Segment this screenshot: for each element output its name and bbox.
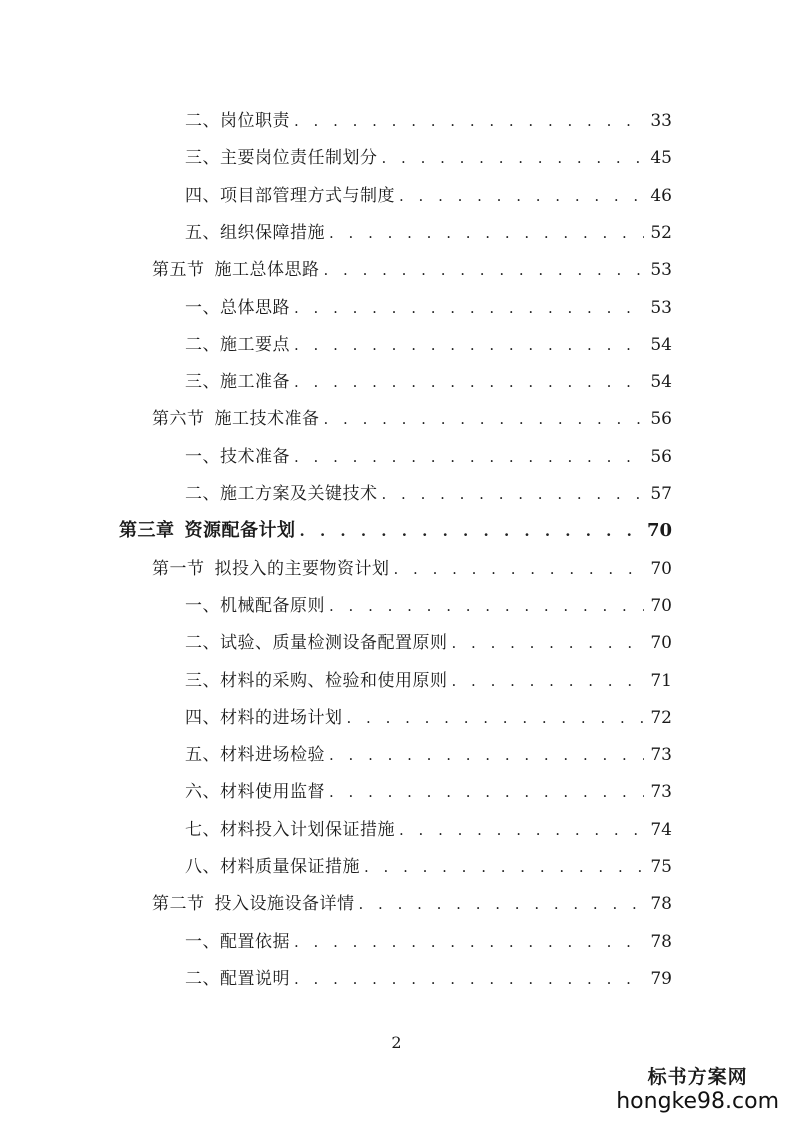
toc-entry-page: 73 bbox=[650, 745, 672, 766]
toc-entry-text: 主要岗位责任制划分 bbox=[220, 148, 378, 169]
toc-leader-dots bbox=[382, 483, 645, 505]
toc-entry-page: 73 bbox=[650, 782, 672, 803]
toc-entry-prefix: 三、 bbox=[185, 372, 220, 393]
toc-leader-dots bbox=[399, 185, 644, 207]
toc-entry bbox=[185, 964, 672, 990]
toc-entry-prefix: 第三章 bbox=[119, 520, 175, 542]
toc-entry-prefix: 四、 bbox=[185, 185, 220, 206]
toc-entry-text: 岗位职责 bbox=[220, 111, 290, 131]
toc-entry-title bbox=[185, 707, 343, 729]
toc-entry-title bbox=[185, 595, 325, 617]
toc-entry-prefix: 六、 bbox=[185, 782, 220, 803]
toc-entry-text: 投入设施设备详情 bbox=[214, 894, 355, 915]
toc-entry bbox=[185, 591, 672, 617]
toc-entry-page: 71 bbox=[650, 670, 672, 691]
toc-entry-title bbox=[152, 259, 320, 281]
toc-entry bbox=[185, 666, 672, 692]
toc-entry-title bbox=[185, 147, 378, 169]
toc-entry bbox=[185, 852, 672, 878]
toc-entry-title bbox=[152, 893, 355, 915]
toc-leader-dots bbox=[294, 931, 644, 953]
toc-leader-dots bbox=[452, 632, 645, 654]
toc-entry-prefix: 七、 bbox=[185, 819, 220, 840]
toc-entry-text: 材料投入计划保证措施 bbox=[220, 819, 395, 840]
toc-leader-dots bbox=[364, 856, 644, 878]
toc-entry-title bbox=[185, 297, 290, 319]
toc-leader-dots bbox=[329, 781, 644, 803]
toc-entry-title bbox=[185, 110, 290, 132]
toc-entry bbox=[185, 143, 672, 169]
toc-entry-prefix: 二、 bbox=[185, 633, 220, 654]
toc-entry-title bbox=[185, 819, 395, 841]
toc-leader-dots bbox=[294, 297, 644, 319]
toc-entry-page: 74 bbox=[650, 819, 672, 840]
toc-entry-title bbox=[152, 408, 320, 430]
toc-entry bbox=[185, 740, 672, 766]
toc-entry-title bbox=[185, 931, 290, 953]
toc-entry-text: 施工技术准备 bbox=[214, 409, 320, 430]
toc-entry-prefix: 五、 bbox=[185, 222, 220, 243]
watermark-text: 标书方案网 bbox=[647, 1066, 748, 1088]
toc-leader-dots bbox=[382, 147, 645, 169]
toc-entry-page: 33 bbox=[650, 111, 672, 131]
toc-entry-page: 70 bbox=[650, 595, 672, 616]
toc-entry bbox=[152, 554, 672, 580]
toc-entry-prefix: 三、 bbox=[185, 670, 220, 691]
toc-leader-dots bbox=[452, 670, 645, 692]
toc-entry-prefix: 二、 bbox=[185, 968, 220, 989]
toc-entry bbox=[185, 703, 672, 729]
toc-entry-page: 54 bbox=[650, 334, 672, 355]
watermark-url: hongke98.com bbox=[616, 1089, 779, 1114]
toc-leader-dots bbox=[294, 110, 644, 132]
toc-leader-dots bbox=[347, 707, 645, 729]
toc-entry-text: 机械配备原则 bbox=[220, 595, 325, 616]
toc-entry-text: 总体思路 bbox=[220, 297, 290, 318]
toc-entry-title bbox=[185, 222, 325, 244]
toc-entry-text: 配置依据 bbox=[220, 931, 290, 952]
toc-entry-title bbox=[185, 856, 360, 878]
toc-entry-page: 78 bbox=[650, 894, 672, 915]
toc-entry-prefix: 二、 bbox=[185, 334, 220, 355]
toc-entry bbox=[185, 777, 672, 803]
toc-leader-dots bbox=[359, 893, 645, 915]
toc-entry-text: 配置说明 bbox=[220, 968, 290, 989]
toc-leader-dots bbox=[329, 744, 644, 766]
toc-entry-title bbox=[185, 744, 325, 766]
toc-entry-title bbox=[152, 558, 390, 580]
toc-entry-text: 拟投入的主要物资计划 bbox=[214, 558, 390, 579]
toc-leader-dots bbox=[294, 446, 644, 468]
toc-entry-prefix: 三、 bbox=[185, 148, 220, 169]
toc-entry bbox=[152, 404, 672, 430]
toc-entry-page: 57 bbox=[650, 484, 672, 504]
toc-entry-prefix: 四、 bbox=[185, 707, 220, 728]
toc-entry-page: 75 bbox=[650, 857, 672, 877]
toc-entry bbox=[119, 516, 672, 542]
toc-entry-prefix: 第五节 bbox=[152, 260, 205, 281]
toc-entry bbox=[185, 218, 672, 244]
toc-entry-prefix: 二、 bbox=[185, 111, 220, 131]
toc-entry-title bbox=[185, 371, 290, 393]
toc-entry-text: 资源配备计划 bbox=[184, 520, 296, 542]
toc-entry-prefix: 第六节 bbox=[152, 409, 205, 430]
toc-leader-dots bbox=[329, 595, 644, 617]
toc-entry bbox=[185, 367, 672, 393]
toc-entry-page: 78 bbox=[650, 931, 672, 952]
toc-entry-title bbox=[119, 520, 296, 542]
toc-leader-dots bbox=[399, 819, 644, 841]
toc-entry-page: 70 bbox=[650, 633, 672, 654]
toc-entry bbox=[185, 106, 672, 132]
toc-entry-prefix: 一、 bbox=[185, 595, 220, 616]
toc-leader-dots bbox=[324, 408, 645, 430]
toc-entry bbox=[185, 442, 672, 468]
toc-entry-prefix: 一、 bbox=[185, 446, 220, 467]
toc-entry-page: 72 bbox=[650, 707, 672, 728]
toc-entry-title bbox=[185, 781, 325, 803]
toc-entry-text: 施工准备 bbox=[220, 372, 290, 393]
toc-entry-text: 材料的采购、检验和使用原则 bbox=[220, 670, 448, 691]
toc-entry-prefix: 第二节 bbox=[152, 894, 205, 915]
toc-entry-page: 53 bbox=[650, 260, 672, 281]
toc-entry-text: 施工总体思路 bbox=[214, 260, 320, 281]
toc-entry-prefix: 一、 bbox=[185, 931, 220, 952]
toc-entry-prefix: 五、 bbox=[185, 745, 220, 766]
watermark-logo bbox=[616, 1062, 779, 1114]
toc-entry bbox=[185, 927, 672, 953]
toc-entry-title bbox=[185, 483, 378, 505]
toc-entry bbox=[185, 815, 672, 841]
toc-entry-title bbox=[185, 185, 395, 207]
toc-entry-text: 技术准备 bbox=[220, 446, 290, 467]
toc-entry bbox=[152, 889, 672, 915]
toc-entry-text: 施工方案及关键技术 bbox=[220, 484, 378, 504]
toc-leader-dots bbox=[329, 222, 644, 244]
toc-entry-page: 70 bbox=[646, 520, 672, 542]
toc-entry-title bbox=[185, 968, 290, 990]
toc-entry-text: 项目部管理方式与制度 bbox=[220, 185, 395, 206]
toc-entry-title bbox=[185, 446, 290, 468]
toc-entry-page: 54 bbox=[650, 372, 672, 393]
toc-entry-title bbox=[185, 632, 448, 654]
toc-entry-text: 试验、质量检测设备配置原则 bbox=[220, 633, 448, 654]
toc-entry-text: 材料质量保证措施 bbox=[220, 857, 360, 877]
page-number: 2 bbox=[391, 1033, 402, 1052]
toc-entry bbox=[185, 181, 672, 207]
toc-entry bbox=[185, 330, 672, 356]
toc-entry-page: 52 bbox=[650, 222, 672, 243]
toc-entry-text: 材料使用监督 bbox=[220, 782, 325, 803]
toc-entry-prefix: 八、 bbox=[185, 857, 220, 877]
toc-leader-dots bbox=[300, 520, 641, 542]
toc-entry-text: 材料的进场计划 bbox=[220, 707, 343, 728]
toc-entry-prefix: 二、 bbox=[185, 484, 220, 504]
toc-entry-text: 施工要点 bbox=[220, 334, 290, 355]
toc-entry-page: 53 bbox=[650, 297, 672, 318]
toc-entry bbox=[185, 628, 672, 654]
toc-entry-text: 组织保障措施 bbox=[220, 222, 325, 243]
toc-entry-title bbox=[185, 334, 290, 356]
toc-leader-dots bbox=[294, 371, 644, 393]
toc-entry-page: 45 bbox=[650, 148, 672, 169]
toc-entry-page: 79 bbox=[650, 968, 672, 989]
toc-leader-dots bbox=[324, 259, 645, 281]
toc-leader-dots bbox=[294, 334, 644, 356]
toc-entry-page: 56 bbox=[650, 409, 672, 430]
toc-entry-page: 70 bbox=[650, 558, 672, 579]
toc-leader-dots bbox=[394, 558, 645, 580]
toc-entry bbox=[152, 255, 672, 281]
toc-entry-prefix: 一、 bbox=[185, 297, 220, 318]
toc-entry-title bbox=[185, 670, 448, 692]
toc-entry-page: 56 bbox=[650, 446, 672, 467]
toc-entry-prefix: 第一节 bbox=[152, 558, 205, 579]
toc-entry bbox=[185, 479, 672, 505]
toc-entry-page: 46 bbox=[650, 185, 672, 206]
toc-leader-dots bbox=[294, 968, 644, 990]
toc-entry bbox=[185, 293, 672, 319]
toc-entry-text: 材料进场检验 bbox=[220, 745, 325, 766]
